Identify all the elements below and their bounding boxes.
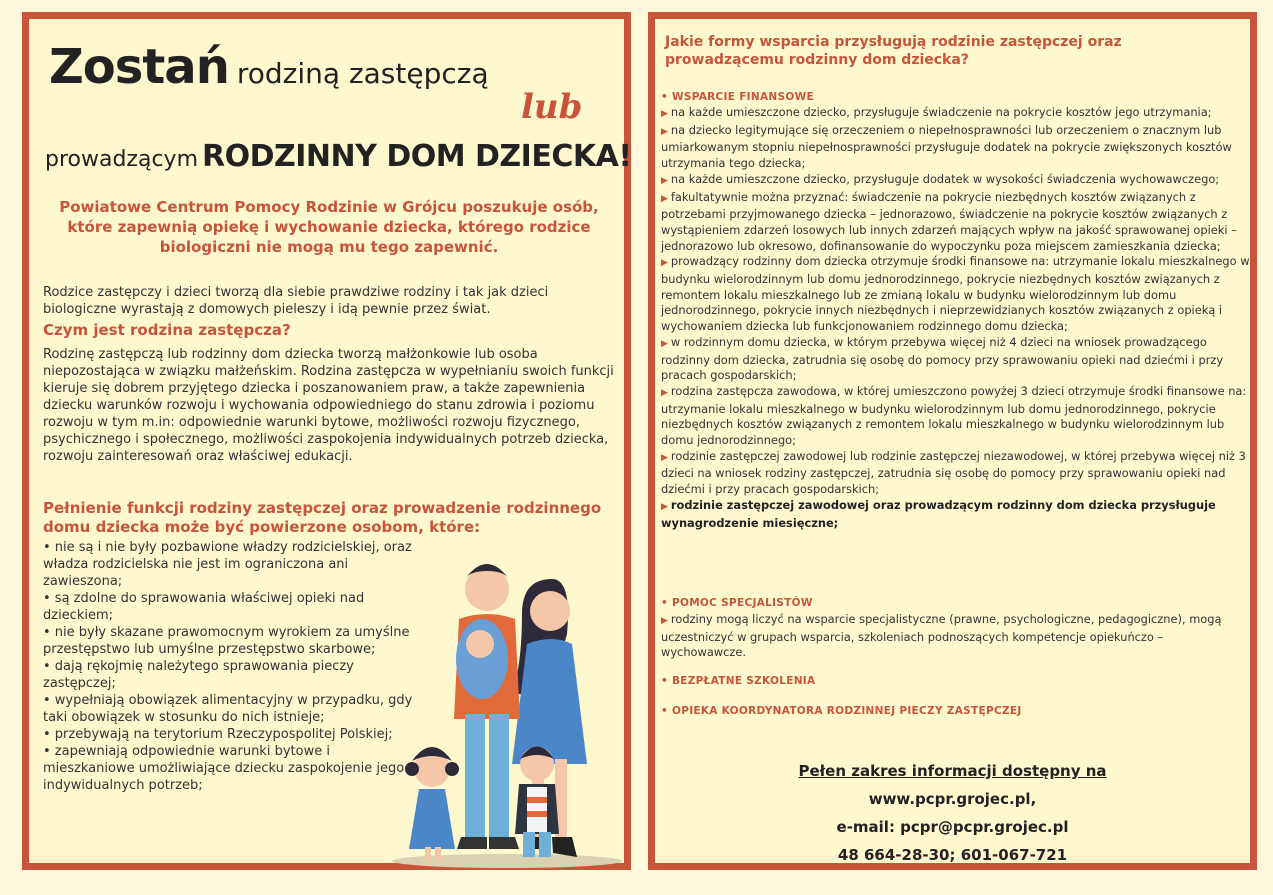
contact-block: [655, 757, 1250, 869]
contact-phone: 48 664-28-30; 601-067-721: [837, 846, 1068, 864]
list-item: • przebywają na terytorium Rzeczypospolitej Polskiej;: [43, 727, 393, 742]
triangle-bullet-icon: ▶: [661, 109, 668, 119]
list-item: • zapewniają odpowiednie warunki bytowe i mieszkaniowe umożliwiające dziecku zaspokojenie jego indywidualnych potrzeb;: [43, 744, 405, 793]
title-rest: rodziną zastępczą: [236, 57, 489, 90]
section-financial: • WSPARCIE FINANSOWE: [661, 91, 814, 103]
list-item: ▶ na każde umieszczone dziecko, przysługuje dodatek w wysokości świadczenia wychowawczego;: [661, 171, 1220, 186]
intro-text: Rodzice zastępczy i dzieci tworzą dla siebie prawdziwe rodziny i tak jak dzieci biologiczne wyrastają z domowych pieleszy i idą pewnie przez świat.: [43, 285, 549, 317]
contact-title: Pełen zakres informacji dostępny na: [798, 762, 1107, 780]
list-item: ▶ na dziecko legitymujące się orzeczeniem o niepełnosprawności lub orzeczeniem o znacznym lub umiarkowanym stopniu niepełnosprawności przysługuje dodatek na pokrycie zwiększonych kosztów utrzymania tego dziecka;: [661, 122, 1232, 171]
list-item: • wypełniają obowiązek alimentacyjny w przypadku, gdy taki obowiązek w stosunku do nich istnieje;: [43, 693, 413, 725]
title-big-word: Zostań: [49, 39, 229, 95]
triangle-bullet-icon: ▶: [661, 452, 668, 463]
triangle-bullet-icon: ▶: [661, 175, 668, 186]
heading-what-is: Czym jest rodzina zastępcza?: [43, 321, 291, 339]
list-item: • nie były skazane prawomocnym wyrokiem za umyślne przestępstwo lub umyślne przestępstwo skarbowe;: [43, 625, 410, 657]
triangle-bullet-icon: ▶: [661, 501, 668, 512]
right-panel: [648, 12, 1257, 870]
title-lub: lub: [521, 87, 583, 127]
title-line-1: [49, 39, 489, 95]
contact-email-link[interactable]: e-mail: pcpr@pcpr.grojec.pl: [836, 818, 1069, 836]
triangle-bullet-icon: ▶: [661, 616, 668, 626]
triangle-bullet-icon: ▶: [661, 193, 668, 204]
list-item: ▶ na każde umieszczone dziecko, przysługuje świadczenie na pokrycie kosztów jego utrzymania;: [661, 105, 1212, 119]
list-item: • nie są i nie były pozbawione władzy rodzicielskiej, oraz władza rodzicielska nie jest im ograniczona ani zawieszona;: [43, 540, 412, 589]
specialists-text: ▶ rodziny mogą liczyć na wsparcie specjalistyczne (prawne, psychologiczne, pedagogiczne), mogą uczestniczyć w grupach wsparcia, szkoleniach podnoszących kompetencje opiekuńczo – wychowawcze.: [661, 612, 1222, 660]
support-heading: Jakie formy wsparcia przysługują rodzinie zastępczej oraz prowadzącemu rodzinny dom dziecka?: [665, 34, 1122, 68]
list-item: • dają rękojmię należytego sprawowania pieczy zastępczej;: [43, 659, 354, 691]
list-item-bold: ▶ rodzinie zastępczej zawodowej oraz prowadzącym rodzinny dom dziecka przysługuje wynagrodzenie miesięczne;: [661, 497, 1216, 530]
list-item: ▶ w rodzinnym domu dziecka, w którym przebywa więcej niż 4 dzieci na wniosek prowadzącego rodzinny dom dziecka, zatrudnia się osobę do pomocy przy sprawowaniu opieki nad dziećmi i przy pracach gospodarskich;: [661, 334, 1224, 383]
heading-eligibility: Pełnienie funkcji rodziny zastępczej oraz prowadzenie rodzinnego domu dziecka może być powierzone osobom, które:: [43, 499, 602, 536]
list-item: ▶ fakultatywnie można przyznać: świadczenie na pokrycie niezbędnych kosztów związanych z potrzebami przyjmowanego dziecka – jednorazowo, świadczenie na pokrycie kosztów związanych z wystąpieniem zdarzeń losowych lub innych zdarzeń mających wpływ na jakość sprawowanej opieki – jednorazowo lub okresowo, dofinansowanie do wypoczynku poza miejscem zamieszkania dziecka;: [661, 189, 1237, 253]
triangle-bullet-icon: ▶: [661, 387, 668, 398]
triangle-bullet-icon: ▶: [661, 258, 668, 269]
family-illustration: [387, 549, 627, 869]
section-coordinator: • OPIEKA KOORDYNATORA RODZINNEJ PIECZY ZASTĘPCZEJ: [661, 705, 1022, 717]
list-item: ▶ rodzinie zastępczej zawodowej lub rodzinie zastępczej niezawodowej, w której przebywa więcej niż 3 dzieci na wniosek rodziny zastępczej, zatrudnia się osobę do pomocy przy sprawowaniu opieki nad dziećmi i przy pracach gospodarskich;: [661, 448, 1246, 497]
what-is-text: Rodzinę zastępczą lub rodzinny dom dziecka tworzą małżonkowie lub osoba niepozostająca w związku małżeńskim. Rodzina zastępcza w wypełnianiu swoich funkcji kieruje się dobrem przyjętego dziecka i poszanowaniem praw, a także zapewnienia dziecku warunków rozwoju i wychowania odpowiedniego do stanu zdrowia i poziomu rozwoju w tym m.in: odpowiednie warunki bytowe, możliwości rozwoju fizycznego, psychicznego i społecznego, możliwości zaspokojenia indywidualnych potrzeb dziecka, rozwoju zainteresowań oraz właściwej edukacji.: [43, 347, 614, 464]
eligibility-list: [43, 539, 413, 794]
list-item: ▶ prowadzący rodzinny dom dziecka otrzymuje środki finansowe na: utrzymanie lokalu mieszkalnego w budynku wielorodzinnym lub domu jednorodzinnego, pokrycie niezbędnych kosztów związanych z remontem lokalu mieszkalnego lub ze zmianą lokalu w budynku wielorodzinnym lub domu jednorodzinnego, pokrycie innych niezbędnych i nieprzewidzianych kosztów związanych z opieką i wychowaniem dziecka lub funkcjonowaniem rodzinnego domu dziecka;: [661, 254, 1250, 334]
list-item: • są zdolne do sprawowania właściwej opieki nad dzieckiem;: [43, 591, 365, 623]
section-specialists: • POMOC SPECJALISTÓW: [661, 597, 813, 609]
section-training: • BEZPŁATNE SZKOLENIA: [661, 675, 816, 687]
financial-list: [661, 105, 1251, 531]
list-item: ▶ rodzina zastępcza zawodowa, w której umieszczono powyżej 3 dzieci otrzymuje środki finansowe na: utrzymanie lokalu mieszkalnego w budynku wielorodzinnym lub domu jednorodzinnego, pokrycie niezbędnych kosztów związanych z remontem lokalu mieszkalnego w budynku wielorodzinnym lub domu jednorodzinnego;: [661, 383, 1247, 448]
contact-website-link[interactable]: www.pcpr.grojec.pl,: [868, 790, 1037, 808]
title2-prefix: prowadzącym: [45, 147, 199, 172]
left-panel: [22, 12, 631, 870]
lead-text: Powiatowe Centrum Pomocy Rodzinie w Grójcu poszukuje osób, które zapewnią opiekę i wychowanie dziecka, którego rodzice biologiczni nie mogą mu tego zapewnić.: [59, 198, 599, 256]
title-line-2: [45, 139, 632, 174]
triangle-bullet-icon: ▶: [661, 126, 668, 137]
triangle-bullet-icon: ▶: [661, 338, 668, 349]
title2-strong: RODZINNY DOM DZIECKA!: [202, 139, 632, 174]
